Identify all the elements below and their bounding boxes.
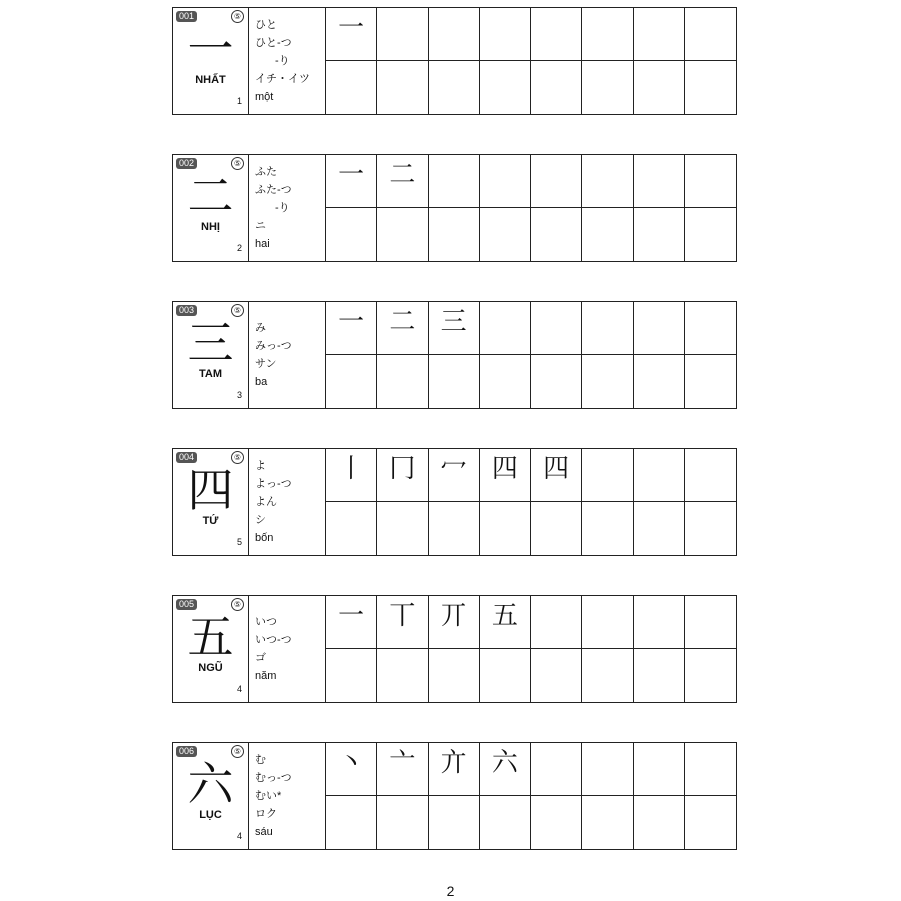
stroke-cell: 五 (480, 596, 531, 649)
practice-grid (326, 155, 736, 261)
practice-cell[interactable] (582, 502, 633, 555)
practice-cell[interactable] (531, 502, 582, 555)
practice-cell[interactable] (685, 649, 736, 702)
kanji-character: 二 (187, 169, 234, 223)
practice-cell[interactable] (429, 796, 480, 849)
grade-marker: ⑤ (231, 10, 244, 23)
kanji-info (173, 155, 249, 261)
practice-cell[interactable] (377, 649, 428, 702)
stroke-cell: 四 (531, 449, 582, 502)
stroke-cell (582, 743, 633, 796)
practice-cell[interactable] (480, 502, 531, 555)
stroke-cell (685, 8, 736, 61)
grade-marker: ⑤ (231, 745, 244, 758)
stroke-count: 4 (236, 831, 242, 841)
stroke-cell (582, 302, 633, 355)
practice-cell[interactable] (326, 355, 377, 408)
practice-cell[interactable] (480, 355, 531, 408)
reading: ふた-つ (255, 184, 292, 196)
practice-cell[interactable] (326, 649, 377, 702)
stroke-cell (634, 449, 685, 502)
kanji-character: 五 (187, 610, 234, 664)
practice-cell[interactable] (634, 502, 685, 555)
stroke-cell (634, 596, 685, 649)
stroke-cell: 丶 (326, 743, 377, 796)
kanji-card (172, 448, 737, 556)
stroke-cell (531, 596, 582, 649)
reading: いつ-つ (255, 634, 292, 646)
practice-cell[interactable] (582, 355, 633, 408)
practice-cell[interactable] (634, 796, 685, 849)
readings (249, 8, 326, 114)
reading: ニ (255, 220, 266, 232)
practice-cell[interactable] (685, 796, 736, 849)
stroke-cell (634, 743, 685, 796)
practice-cell[interactable] (531, 208, 582, 261)
practice-cell[interactable] (531, 355, 582, 408)
kanji-info (173, 449, 249, 555)
practice-cell[interactable] (685, 355, 736, 408)
practice-cell[interactable] (326, 796, 377, 849)
stroke-count: 3 (236, 390, 242, 400)
reading: ふた (255, 166, 277, 178)
practice-cell[interactable] (377, 796, 428, 849)
stroke-cell: 亣 (429, 743, 480, 796)
practice-grid (326, 596, 736, 702)
kanji-character: 一 (187, 22, 234, 76)
stroke-cell (634, 302, 685, 355)
practice-cell[interactable] (531, 61, 582, 114)
stroke-cell (634, 155, 685, 208)
practice-cell[interactable] (582, 208, 633, 261)
kanji-character: 三 (187, 316, 234, 370)
practice-cell[interactable] (582, 61, 633, 114)
reading: いつ (255, 616, 277, 628)
hanviet-reading: TAM (198, 368, 222, 380)
stroke-cell (685, 596, 736, 649)
stroke-cell (429, 155, 480, 208)
stroke-cell (531, 155, 582, 208)
reading: よん (255, 496, 277, 508)
stroke-cell (531, 8, 582, 61)
stroke-count: 2 (236, 243, 242, 253)
kanji-info (173, 302, 249, 408)
kanji-character: 六 (187, 757, 234, 811)
meaning: một (255, 91, 274, 103)
kanji-card (172, 742, 737, 850)
practice-grid (326, 302, 736, 408)
practice-cell[interactable] (685, 502, 736, 555)
entry-number: 002 (176, 158, 197, 169)
practice-grid (326, 449, 736, 555)
entry-number: 005 (176, 599, 197, 610)
stroke-cell (531, 302, 582, 355)
practice-cell[interactable] (377, 208, 428, 261)
stroke-cell (377, 8, 428, 61)
kanji-info (173, 8, 249, 114)
kanji-card (172, 7, 737, 115)
stroke-cell: 亠 (377, 743, 428, 796)
stroke-cell (582, 8, 633, 61)
reading: み (255, 322, 266, 334)
practice-cell[interactable] (326, 502, 377, 555)
reading: よ (255, 460, 266, 472)
grade-marker: ⑤ (231, 598, 244, 611)
meaning: sáu (255, 826, 273, 838)
entry-number: 001 (176, 11, 197, 22)
practice-cell[interactable] (377, 355, 428, 408)
practice-cell[interactable] (480, 208, 531, 261)
practice-cell[interactable] (634, 649, 685, 702)
reading: むい* (255, 790, 282, 802)
kanji-card (172, 301, 737, 409)
practice-cell[interactable] (377, 502, 428, 555)
practice-cell[interactable] (429, 208, 480, 261)
stroke-cell: 丌 (429, 596, 480, 649)
reading: よっ-つ (255, 478, 292, 490)
stroke-cell: 一 (326, 596, 377, 649)
practice-cell[interactable] (582, 796, 633, 849)
practice-cell[interactable] (531, 649, 582, 702)
practice-cell[interactable] (429, 355, 480, 408)
hanviet-reading: TỨ (202, 515, 219, 527)
grade-marker: ⑤ (231, 451, 244, 464)
hanviet-reading: NHẤT (195, 74, 226, 86)
stroke-cell (685, 302, 736, 355)
kanji-card (172, 595, 737, 703)
grade-marker: ⑤ (231, 304, 244, 317)
practice-cell[interactable] (429, 61, 480, 114)
kanji-info (173, 596, 249, 702)
hanviet-reading: NHỊ (201, 221, 220, 233)
entry-number: 006 (176, 746, 197, 757)
meaning: hai (255, 238, 270, 250)
stroke-cell: 三 (429, 302, 480, 355)
practice-cell[interactable] (685, 208, 736, 261)
stroke-cell (685, 449, 736, 502)
practice-grid (326, 8, 736, 114)
reading: む (255, 754, 266, 766)
stroke-cell: 冂 (377, 449, 428, 502)
practice-cell[interactable] (377, 61, 428, 114)
reading: -り (275, 55, 290, 67)
stroke-cell: 四 (480, 449, 531, 502)
practice-cell[interactable] (634, 208, 685, 261)
stroke-count: 1 (236, 96, 242, 106)
practice-cell[interactable] (582, 649, 633, 702)
stroke-cell: 丨 (326, 449, 377, 502)
kanji-character: 四 (187, 463, 234, 517)
hanviet-reading: NGŨ (198, 662, 223, 674)
page-number: 2 (446, 883, 455, 899)
entry-number: 003 (176, 305, 197, 316)
practice-cell[interactable] (685, 61, 736, 114)
stroke-cell (480, 8, 531, 61)
practice-cell[interactable] (326, 208, 377, 261)
stroke-cell: 一 (326, 302, 377, 355)
practice-grid (326, 743, 736, 849)
practice-cell[interactable] (634, 61, 685, 114)
stroke-cell (582, 449, 633, 502)
practice-cell[interactable] (326, 61, 377, 114)
reading: ゴ (255, 652, 266, 664)
readings (249, 449, 326, 555)
practice-cell[interactable] (634, 355, 685, 408)
reading: -り (275, 202, 290, 214)
readings (249, 302, 326, 408)
stroke-cell (582, 155, 633, 208)
grade-marker: ⑤ (231, 157, 244, 170)
stroke-cell: 二 (377, 302, 428, 355)
practice-cell[interactable] (480, 61, 531, 114)
practice-cell[interactable] (480, 796, 531, 849)
reading: ロク (255, 808, 277, 820)
stroke-cell: 二 (377, 155, 428, 208)
readings (249, 743, 326, 849)
readings (249, 596, 326, 702)
reading: ひと (255, 19, 277, 31)
reading: シ (255, 514, 266, 526)
stroke-cell: 一 (326, 8, 377, 61)
readings (249, 155, 326, 261)
stroke-cell (582, 596, 633, 649)
stroke-cell: 丅 (377, 596, 428, 649)
stroke-cell (685, 155, 736, 208)
stroke-cell (634, 8, 685, 61)
meaning: ba (255, 376, 268, 388)
practice-cell[interactable] (429, 649, 480, 702)
hanviet-reading: LỤC (199, 809, 222, 821)
stroke-cell (480, 155, 531, 208)
stroke-cell: 一 (326, 155, 377, 208)
kanji-info (173, 743, 249, 849)
reading: みっ-つ (255, 340, 292, 352)
stroke-cell (531, 743, 582, 796)
stroke-count: 4 (236, 684, 242, 694)
stroke-count: 5 (236, 537, 242, 547)
kanji-card (172, 154, 737, 262)
practice-cell[interactable] (480, 649, 531, 702)
stroke-cell (480, 302, 531, 355)
reading: イチ・イツ (255, 73, 310, 85)
practice-cell[interactable] (531, 796, 582, 849)
practice-cell[interactable] (429, 502, 480, 555)
meaning: năm (255, 670, 277, 682)
reading: むっ-つ (255, 772, 292, 784)
stroke-cell: 六 (480, 743, 531, 796)
stroke-cell: 冖 (429, 449, 480, 502)
stroke-cell (685, 743, 736, 796)
entry-number: 004 (176, 452, 197, 463)
stroke-cell (429, 8, 480, 61)
reading: ひと-つ (255, 37, 292, 49)
reading: サン (255, 358, 277, 370)
meaning: bốn (255, 532, 274, 544)
